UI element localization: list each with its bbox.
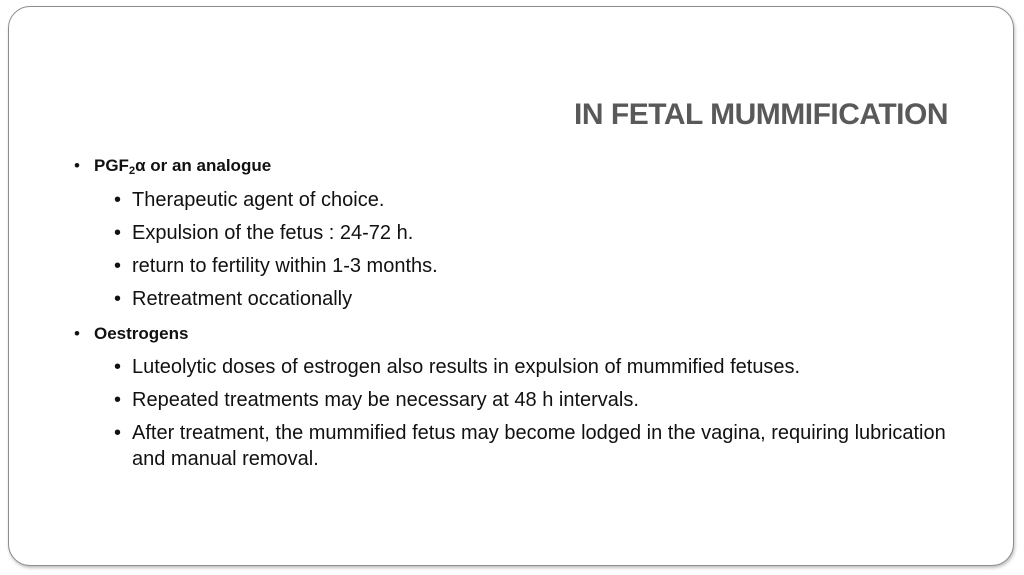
bullet-icon: • (114, 222, 122, 244)
bullet-icon: • (114, 422, 122, 444)
section-heading (74, 154, 954, 178)
bullet-icon: • (114, 356, 122, 378)
bullet-list (74, 354, 954, 472)
heading-subscript: 2 (128, 165, 136, 177)
section-pgf2a (74, 154, 954, 312)
slide-title: IN FETAL MUMMIFICATION (574, 98, 948, 131)
bullet-list (74, 187, 954, 312)
list-item-text: Expulsion of the fetus : 24-72 h. (132, 222, 414, 244)
heading-text-post: α or an analogue (135, 156, 272, 175)
list-item-text: return to fertility within 1-3 months. (132, 255, 438, 277)
section-oestrogens (74, 322, 954, 472)
list-item-text: Therapeutic agent of choice. (132, 189, 385, 211)
list-item-text: After treatment, the mummified fetus may become lodged in the vagina, requiring lubrication and manual removal. (132, 422, 946, 470)
list-item (74, 220, 954, 246)
bullet-icon: • (114, 389, 122, 411)
list-item (74, 253, 954, 279)
heading-text-pre: PGF (94, 156, 129, 175)
bullet-icon: • (114, 189, 122, 211)
slide-content (74, 154, 954, 479)
list-item (74, 387, 954, 413)
list-item-text: Repeated treatments may be necessary at 48 h intervals. (132, 389, 639, 411)
bullet-icon: • (114, 288, 122, 310)
list-item (74, 286, 954, 312)
list-item (74, 187, 954, 213)
heading-text: Oestrogens (94, 324, 189, 343)
bullet-icon: • (74, 324, 80, 343)
list-item (74, 420, 954, 472)
list-item-text: Luteolytic doses of estrogen also results in expulsion of mummified fetuses. (132, 356, 801, 378)
bullet-icon: • (114, 255, 122, 277)
bullet-icon: • (74, 156, 80, 175)
list-item-text: Retreatment occationally (132, 288, 353, 310)
list-item (74, 354, 954, 380)
section-heading (74, 322, 954, 346)
